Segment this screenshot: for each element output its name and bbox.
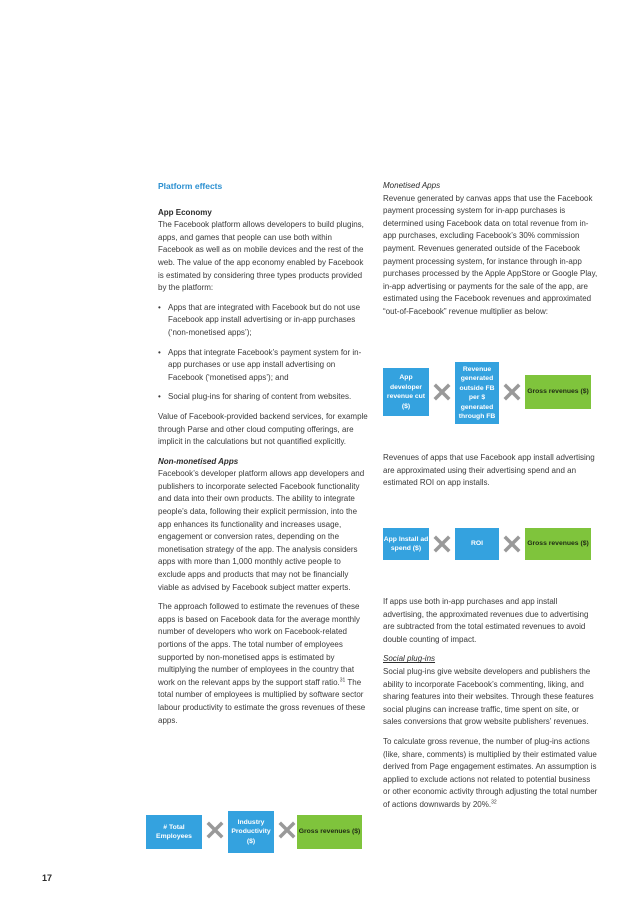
monetised-title: Monetised Apps xyxy=(383,181,441,190)
install-paragraph xyxy=(383,452,598,490)
bullet-icon: • xyxy=(158,302,161,312)
both-text: If apps use both in-app purchases and app install advertising, the approximated revenues due to advertising are subtracted from the total estimated revenues to avoid double counting of impact. xyxy=(383,597,589,644)
diagram-box-total-employees: # Total Employees xyxy=(146,815,202,849)
gross-text: To calculate gross revenue, the number of plug-ins actions (like, share, comments) is multiplied by their estimated value derived from Page engagement estimates. An assumption is applied to exclude actions not related to potential business or other economic activity through adjusting the total number of actions downwards by 20%.$^{32}$ xyxy=(383,736,598,809)
diagram-box-app-install-spend: App Install ad spend ($) xyxy=(383,528,429,560)
multiply-icon xyxy=(503,383,521,401)
page-number: 17 xyxy=(42,873,53,883)
footnote-ref: 31 xyxy=(339,677,346,684)
install-text: Revenues of apps that use Facebook app install advertising are approximated using their advertising spend and an estimated ROI on app installs. xyxy=(383,453,595,488)
multiply-icon xyxy=(206,821,224,839)
bullet-item: • Apps that are integrated with Facebook but do not use Facebook app install advertising or in-app purchases (‘non-monetised apps’); xyxy=(158,302,361,337)
diagram-box-gross-revenues: Gross revenues ($) xyxy=(297,815,362,849)
app-economy-title: App Economy xyxy=(158,207,212,217)
plugins-text: Social plug-ins give website developers and publishers the ability to incorporate Facebook’s commenting, liking, and sharing features into their websites. Through these features social plugins can increase traffic, time spent on site, or sales conversions that grow website publishers’ revenues. xyxy=(383,666,594,727)
section-heading: Platform effects xyxy=(158,181,223,191)
monetised-text: Revenue generated by canvas apps that use the Facebook payment processing system for in-app purchases is determined using Facebook data on total revenue from in-app purchases, excluding Facebook’s 30% commission payment. Revenues generated outside of the Facebook payment processing system, for instance through in-app purchases processed by the Apple AppStore or Google Play, in-app advertising or payments for the sale of the app, are estimated using the Facebook revenues and approximated “out-of-Facebook” revenue multiplier as below: xyxy=(383,193,598,316)
diagram-box-revenue-outside-fb: Revenue generated outside FB per $ generated through FB xyxy=(455,362,499,424)
app-economy-text: The Facebook platform allows developers to build plugins, apps, and games that people can use both within Facebook as well as on mobile devices and the rest of the web. The value of the app economy enabled by Facebook is estimated by considering three types products provided by the platform: xyxy=(158,220,364,293)
multiply-icon xyxy=(503,535,521,553)
diagram-box-app-developer-revenue: App developer revenue cut ($) xyxy=(383,368,429,416)
diagram-box-gross-revenues: Gross revenues ($) xyxy=(525,375,591,409)
right-column xyxy=(383,180,598,319)
multiply-icon xyxy=(433,383,451,401)
non-monetised-text: Facebook’s developer platform allows app developers and publishers to incorporate selected Facebook functionality and data into their own products. The ability to integrate people’s data, following their explicit permission, into the app enhances its functionality and increases usage, engagement or conversion rates, depending on the monetisation strategy of the app. The analysis considers apps with more than 1,000 monthly active people to exclude apps and products that may not be financially viable as advised by Facebook subject matter experts. xyxy=(158,469,365,592)
diagram-box-roi: ROI xyxy=(455,528,499,560)
diagram-box-gross-revenues: Gross revenues ($) xyxy=(525,528,591,560)
footnote-ref: 32 xyxy=(491,799,497,806)
right-lower-column xyxy=(383,596,598,812)
multiply-icon xyxy=(433,535,451,553)
plugins-title: Social plug-ins xyxy=(383,654,436,664)
bullet-icon: • xyxy=(158,347,161,357)
bullet-item: • Apps that integrate Facebook’s payment system for in-app purchases or use app install advertising on Facebook (‘monetised apps’); and xyxy=(158,347,362,382)
left-column xyxy=(158,180,368,727)
bullet-icon: • xyxy=(158,392,161,402)
backend-text: Value of Facebook-provided backend services, for example through Parse and other cloud computing offerings, are implicit in the calculations but not quantified explicitly. xyxy=(158,411,368,447)
diagram-box-industry-productivity: Industry Productivity ($) xyxy=(228,811,274,853)
non-monetised-title: Non-monetised Apps xyxy=(158,456,239,466)
multiply-icon xyxy=(278,821,296,839)
approach-text: The approach followed to estimate the revenues of these apps is based on Facebook data for the average monthly number of developers who work on Facebook-related portions of the apps. The total number of employees supported by non-monetised apps is estimated by multiplying the number of employees in the country that work on the relevant apps by the support staff ratio.$^{31}$ The total number of employees is multiplied by software sector labour productivity to estimate the gross revenues of these apps. xyxy=(158,602,366,725)
bullet-item: • Social plug-ins for sharing of content from websites. xyxy=(158,391,368,404)
